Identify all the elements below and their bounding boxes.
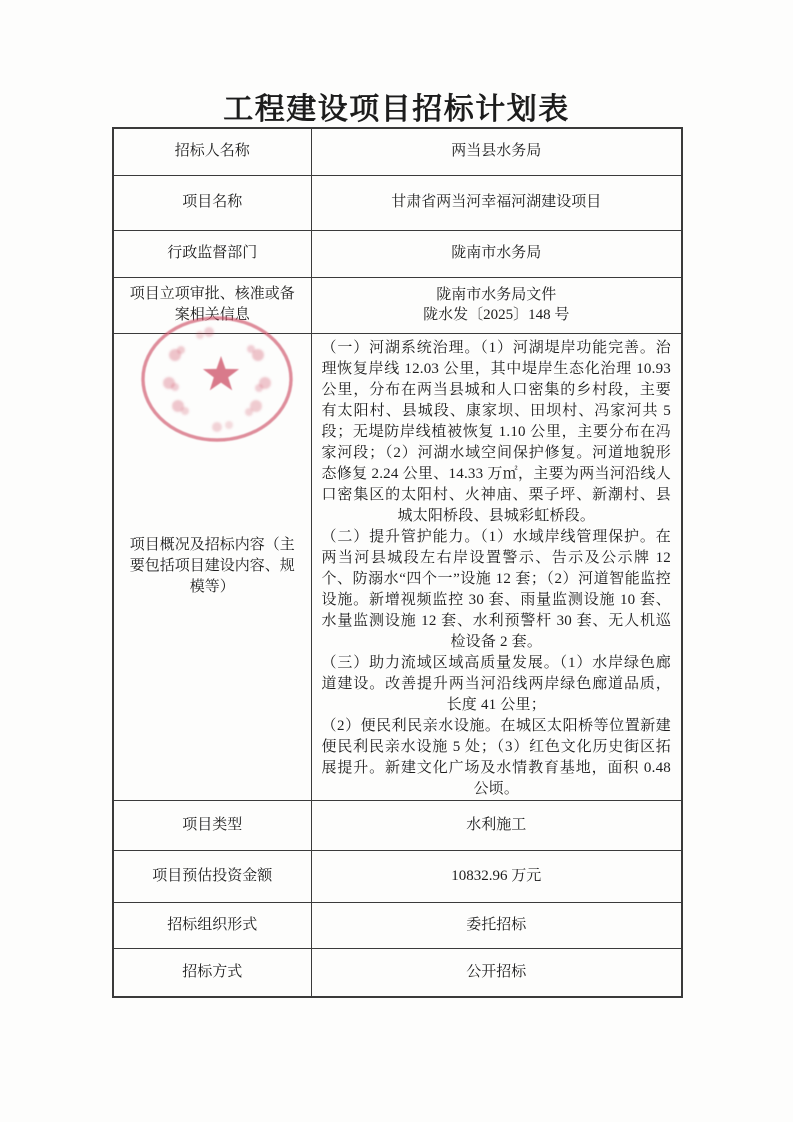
table-row <box>113 948 682 997</box>
value-project-overview <box>311 333 682 800</box>
table-row <box>113 850 682 902</box>
label-tender-organization-form: 招标组织形式 <box>113 902 311 948</box>
value-approval-info <box>311 277 682 333</box>
overview-paragraph-2: （二）提升管护能力。（1）水域岸线管理保护。在两当河县城段左右岸设置警示、告示及公示牌 12 个、防溺水“四个一”设施 12 套；（2）河道智能监控设施。新增视频监控 30 套、雨量监测设施 10 套、水量监测设施 12 套、水利预警杆 30 套、无人机巡检设备 2 套。 <box>321 528 671 650</box>
label-project-type: 项目类型 <box>113 800 311 850</box>
label-project-overview: 项目概况及招标内容（主要包括项目建设内容、规模等） <box>113 333 311 800</box>
value-tender-organization-form: 委托招标 <box>311 902 682 948</box>
table-row <box>113 230 682 277</box>
table-row <box>113 902 682 948</box>
table-row <box>113 128 682 175</box>
label-tenderer-name: 招标人名称 <box>113 128 311 175</box>
table-row <box>113 800 682 850</box>
project-info-table <box>112 127 683 998</box>
table-row <box>113 277 682 333</box>
label-project-name: 项目名称 <box>113 175 311 230</box>
page-title: 工程建设项目招标计划表 <box>223 93 570 126</box>
value-project-type: 水利施工 <box>311 800 682 850</box>
label-estimated-investment: 项目预估投资金额 <box>113 850 311 902</box>
overview-paragraph-3: （三）助力流域区域高质量发展。（1）水岸绿色廊道建设。改善提升两当河沿线两岸绿色廊道品质，长度 41 公里； <box>321 654 671 713</box>
overview-paragraph-1: （一）河湖系统治理。（1）河湖堤岸功能完善。治理恢复岸线 12.03 公里，其中堤岸生态化治理 10.93 公里，分布在两当县城和人口密集的乡村段，主要有太阳村、县城段、康家坝、田坝村、冯家河共 5 段；无堤防岸线植被恢复 1.10 公里，主要分布在冯家河段；（2）河湖水域空间保护修复。河道地貌形态修复 2.24 公里、14.33 万㎡，主要为两当河沿线人口密集区的太阳村、火神庙、栗子坪、新潮村、县城太阳桥段、县城彩虹桥段。 <box>321 339 671 524</box>
overview-paragraph-4: （2）便民利民亲水设施。在城区太阳桥等位置新建便民利民亲水设施 5 处；（3）红色文化历史街区拓展提升。新建文化广场及水情教育基地，面积 0.48 公顷。 <box>321 717 671 797</box>
label-admin-supervision-dept: 行政监督部门 <box>113 230 311 277</box>
value-estimated-investment: 10832.96 万元 <box>311 850 682 902</box>
value-tender-method: 公开招标 <box>311 948 682 997</box>
label-approval-info: 项目立项审批、核准或备案相关信息 <box>113 277 311 333</box>
label-tender-method: 招标方式 <box>113 948 311 997</box>
value-tenderer-name: 两当县水务局 <box>311 128 682 175</box>
table-row <box>113 175 682 230</box>
table-row <box>113 333 682 800</box>
value-admin-supervision-dept: 陇南市水务局 <box>311 230 682 277</box>
approval-doc-number: 陇水发〔2025〕148 号 <box>423 307 570 323</box>
approval-doc-source: 陇南市水务局文件 <box>436 287 557 303</box>
value-project-name: 甘肃省两当河幸福河湖建设项目 <box>311 175 682 230</box>
